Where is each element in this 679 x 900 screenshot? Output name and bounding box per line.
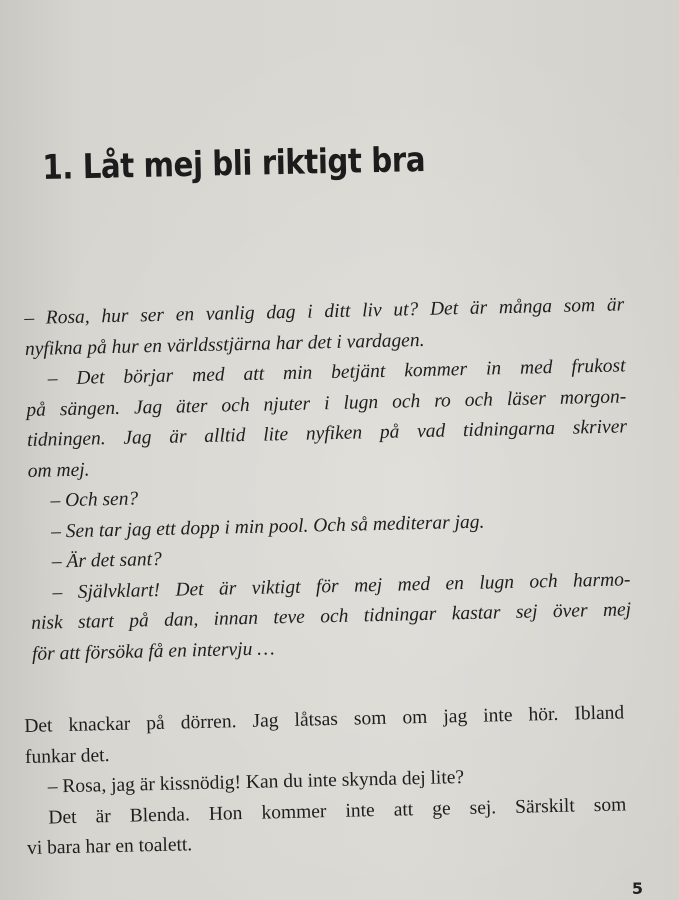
interview-section (24, 290, 632, 670)
paragraph-line: – Och sen? (50, 488, 139, 512)
chapter-title: 1. Låt mej bli riktigt bra (42, 139, 426, 188)
paragraph-line: – Är det sant? (51, 548, 163, 573)
paragraph-line: för att försöka få en intervju … (31, 637, 275, 665)
narrative-section (24, 698, 627, 864)
paragraph-line: vi bara har en toalett. (26, 834, 193, 859)
paragraph-line: på sängen. Jag äter och njuter i lugn och ro och läser morgon- (26, 385, 627, 421)
paragraph-line: om mej. (27, 459, 90, 482)
paragraph-line: nyfikna på hur en världsstjärna har det i vardagen. (24, 329, 425, 360)
paragraph-line: – Rosa, jag är kissnödig! Kan du inte skynda dej lite? (47, 767, 465, 798)
paragraph-line: funkar det. (24, 744, 110, 768)
paragraph-line: tidningen. Jag är alltid lite nyfiken på vad tidningarna skriver (26, 416, 628, 451)
paragraph-line: – Sen tar jag ett dopp i min pool. Och så mediterar jag. (50, 511, 485, 542)
paragraph-line: – Självklart! Det är viktigt för mej med en lugn och harmo- (52, 568, 631, 603)
paragraph-line: nisk start på dan, innan teve och tidningar kastar sej över mej (31, 599, 632, 634)
page-number: 5 (631, 879, 643, 898)
paragraph-line: Det är Blenda. Hon kommer inte att ge sej. Särskilt som (48, 793, 627, 828)
paragraph-line: Det knackar på dörren. Jag låtsas som om jag inte hör. Ibland (24, 702, 625, 737)
paragraph-line: – Rosa, hur ser en vanlig dag i ditt liv ut? Det är många som är (24, 294, 625, 329)
paragraph-line: – Det börjar med att min betjänt kommer in med frukost (47, 355, 626, 390)
